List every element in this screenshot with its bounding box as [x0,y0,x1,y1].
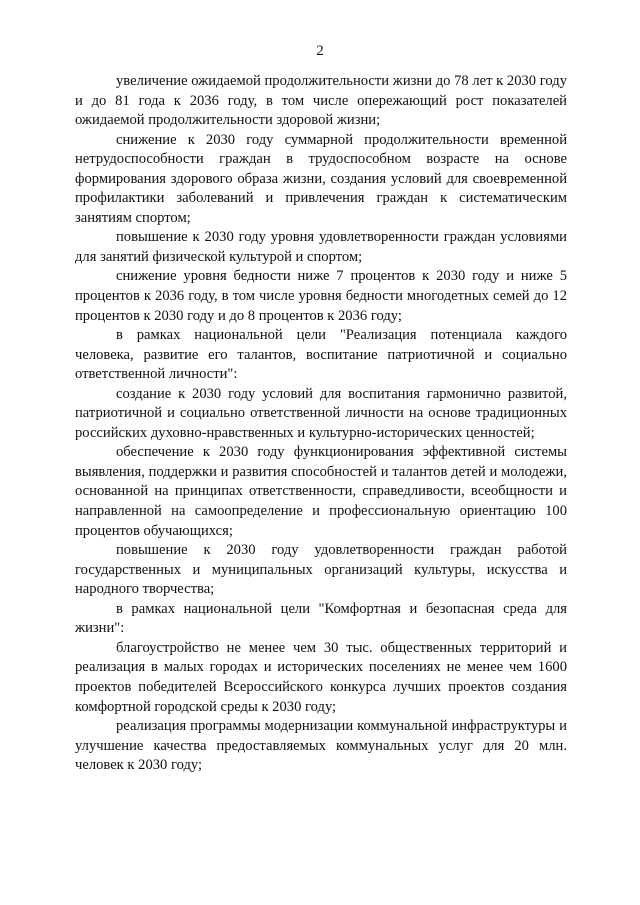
paragraph-goal-comfortable-environment: в рамках национальной цели "Комфортная и безопасная среда для жизни": [75,600,567,637]
paragraph-upbringing-conditions: создание к 2030 году условий для воспитания гармонично развитой, патриотичной и социально ответственной личности на основе традиционных российских духовно-нравственных и культурно-исторических ценностей; [75,385,567,441]
paragraph-talent-support: обеспечение к 2030 году функционирования эффективной системы выявления, поддержки и развития способностей и талантов детей и молодежи, основанной на принципах ответственности, справедливости, всеобщности и направленной на самоопределение и профессиональную ориентацию 100 процентов обучающихся; [75,444,567,539]
paragraph-goal-potential: в рамках национальной цели "Реализация потенциала каждого человека, развитие его талантов, воспитание патриотичной и социально ответственной личности": [75,327,567,383]
paragraph-poverty-reduction: снижение уровня бедности ниже 7 процентов к 2030 году и ниже 5 процентов к 2036 году, в том числе уровня бедности многодетных семей до 12 процентов к 2030 году и до 8 процентов к 2036 году; [75,268,567,324]
paragraph-sport-satisfaction: повышение к 2030 году уровня удовлетворенности граждан условиями для занятий физической культурой и спортом; [75,229,567,265]
paragraph-life-expectancy: увеличение ожидаемой продолжительности жизни до 78 лет к 2030 году и до 81 года к 2036 году, в том числе опережающий рост показателей ожидаемой продолжительности здоровой жизни; [75,73,567,129]
paragraph-culture-satisfaction: повышение к 2030 году удовлетворенности граждан работой государственных и муниципальных организаций культуры, искусства и народного творчества; [75,542,567,598]
document-body [75,72,567,776]
paragraph-utilities-modernization: реализация программы модернизации коммунальной инфраструктуры и улучшение качества предоставляемых коммунальных услуг для 20 млн. человек к 2030 году; [75,718,567,774]
paragraph-disability-reduction: снижение к 2030 году суммарной продолжительности временной нетрудоспособности граждан в трудоспособном возрасте на основе формирования здорового образа жизни, создания условий для своевременной профилактики заболеваний и привлечения граждан к систематическим занятиям спортом; [75,131,567,226]
page-number: 2 [316,43,324,59]
paragraph-public-spaces: благоустройство не менее чем 30 тыс. общественных территорий и реализация в малых городах и исторических поселениях не менее чем 1600 проектов победителей Всероссийского конкурса лучших проектов создания комфортной городской среды к 2030 году; [75,639,567,715]
